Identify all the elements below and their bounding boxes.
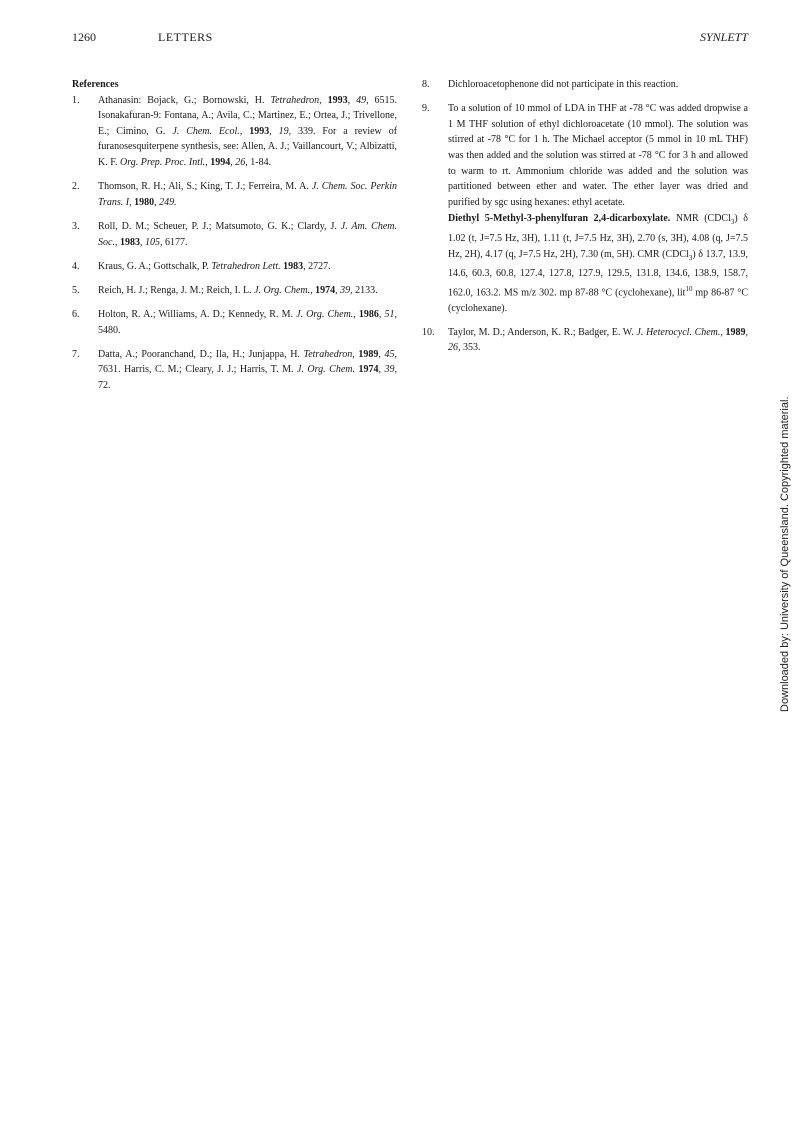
reference-item [72, 283, 397, 299]
text-run: mp 86-87 °C (cyclohexane). [448, 287, 748, 314]
entry-number: 4. [72, 260, 80, 272]
entry-number: 2. [72, 181, 80, 193]
entry-text [98, 93, 397, 171]
entry-number: 6. [72, 309, 80, 321]
journal-name: SYNLETT [699, 30, 748, 44]
text-run: J. Org. Chem. [296, 309, 354, 321]
reference-item [72, 259, 397, 275]
entry-number: 5. [72, 284, 80, 296]
text-run: Datta, A.; Pooranchand, D.; Ila, H.; Junjappa, H. [98, 348, 304, 360]
page-header [72, 30, 748, 46]
text-run: J. Org. Chem. [254, 284, 311, 296]
text-run: 1994 [210, 156, 231, 168]
text-run: , [335, 284, 341, 296]
text-run: , [347, 94, 357, 106]
entry-number: 1. [72, 94, 80, 106]
text-run: J. Org. Chem. [296, 364, 355, 376]
text-run: Dichloroacetophenone did not participate in this reaction. [448, 79, 679, 90]
text-run: Tetrahedron, [303, 348, 355, 360]
reference-item [72, 307, 397, 338]
text-run: 5480. [98, 324, 121, 336]
text-run: 72. [98, 380, 111, 392]
reference-item [72, 219, 397, 250]
text-run: NMR (CDCl [670, 213, 731, 225]
text-run: 3 [730, 218, 735, 227]
text-run: , [154, 196, 160, 208]
entry-text [98, 283, 397, 299]
text-run: 2133. [352, 284, 378, 296]
text-run: , [114, 236, 120, 248]
text-run: , [378, 364, 385, 376]
text-run: 3 [688, 253, 693, 262]
text-run: J. Chem. Soc. Perkin Trans. I, [98, 181, 398, 208]
text-run: 26, [235, 156, 248, 168]
text-run: , [230, 156, 236, 168]
note-item [422, 77, 748, 93]
text-run: 51, [384, 309, 398, 321]
text-run: 1974 [358, 364, 379, 376]
entry-text [448, 325, 748, 356]
text-run: Holton, R. A.; Williams, A. D.; Kennedy, R. M. [98, 309, 297, 321]
text-run: 6515. Isonakafuran-9: Fontana, A.; Avila, C.; Martinez, E.; Ortea, J.; Trivellone, E.; Cimino, G. [98, 94, 398, 137]
entry-text [448, 77, 748, 93]
text-run: , [205, 156, 211, 168]
text-run: , [239, 125, 250, 137]
entry-text [448, 101, 748, 210]
text-run: 1983 [119, 236, 140, 248]
text-run: 49, [356, 94, 369, 106]
text-run: Org. Prep. Proc. Intl. [119, 156, 206, 168]
text-run: Taylor, M. D.; Anderson, K. R.; Badger, E. W. [448, 326, 637, 338]
text-run: 19, [278, 125, 292, 137]
text-run: 105, [144, 236, 163, 248]
text-run: 1989 [725, 326, 746, 338]
note-item [422, 325, 748, 356]
text-run: 1989 [358, 348, 379, 360]
text-run: , [310, 284, 316, 296]
text-run: Athanasin: Bojack, G.; Bornowski, H. [98, 94, 271, 106]
text-run: ) δ 1.02 (t, J=7.5 Hz, 3H), 1.11 (t, J=7.5 Hz, 3H), 2.70 (s, 3H), 4.08 (q, J=7.5 Hz, 2H), 4.17 (q, J=7.5 Hz, 2H), 7.30 (m, 5H). CMR (CDCl [448, 213, 749, 260]
reference-item [72, 93, 397, 171]
text-run: To a solution of 10 mmol of LDA in THF at -78 °C was added dropwise a 1 M THF solution of ethyl dichloroacetate (10 mmol). The solution was stirred at -78 °C for 1 h. The Michael acceptor (5 mmol in 10 mL THF) was then added and the solution was stirred at -78 °C for 3 h and allowed to warm to rt. Ammonium chloride was added and the solution was partitioned between ether and water. The ether layer was dried and purified by sgc using hexanes: ethyl acetate. [448, 103, 748, 208]
entry-number: 3. [72, 220, 80, 232]
text-run: , [269, 125, 279, 137]
entry-text [98, 219, 397, 250]
entry-text [98, 259, 397, 275]
text-run: 1983 [283, 260, 304, 272]
references-heading: References [72, 79, 119, 90]
entry-text [98, 347, 397, 394]
text-run: 353. [460, 342, 481, 354]
text-run: 1980 [134, 196, 155, 208]
text-run: 1-84. [247, 156, 272, 168]
entry-text [98, 307, 397, 338]
text-run: 39, [340, 284, 353, 296]
entry-number: 10. [422, 326, 435, 338]
reference-item [72, 179, 397, 210]
text-run: , [139, 236, 145, 248]
text-run: , [745, 326, 749, 338]
text-run: J. Chem. Ecol. [172, 125, 240, 137]
text-run: 1993 [327, 94, 348, 106]
entry-number: 7. [72, 348, 80, 360]
text-run: Kraus, G. A.; Gottschalk, P. [98, 260, 212, 272]
text-run: ) δ 13.7, 13.9, 14.6, 60.3, 60.8, 127.4, 127.8, 127.9, 129.5, 131.8, 134.6, 138.9, 158.7, 162.0, 163.2. MS m/z 302. mp 87-88 °C (cyclohexane), lit [448, 248, 748, 299]
text-run: , [378, 309, 385, 321]
page-number: 1260 [72, 30, 96, 44]
references-column [72, 77, 397, 402]
text-run: 1993 [249, 125, 270, 137]
notes-list [422, 77, 748, 356]
text-run: 45, [384, 348, 398, 360]
text-run: J. Heterocycl. Chem. [636, 326, 721, 338]
text-run: 39, [384, 364, 398, 376]
text-run: Roll, D. M.; Scheuer, P. J.; Matsumoto, G. K.; Clardy, J. [98, 220, 341, 232]
text-run: , [720, 326, 726, 338]
text-run: 6177. [162, 236, 188, 248]
text-run: 249. [159, 196, 177, 208]
entry-number: 8. [422, 79, 430, 90]
download-watermark: Downloaded by: University of Queensland. Copyrighted material. [779, 396, 791, 712]
text-run: Tetrahedron Lett. [211, 260, 281, 272]
text-run: 10 [685, 284, 693, 293]
note-item [422, 101, 748, 316]
text-run: Tetrahedron, [270, 94, 322, 106]
text-run: , 2727. [303, 260, 331, 272]
entry-text [98, 179, 397, 210]
text-run: Reich, H. J.; Renga, J. M.; Reich, I. L. [98, 284, 255, 296]
text-run: J. Am. Chem. Soc. [98, 220, 397, 248]
compound-name: Diethyl 5-Methyl-3-phenylfuran 2,4-dicarboxylate. [448, 213, 671, 225]
entry-number: 9. [422, 103, 430, 115]
text-run: 1974 [315, 284, 336, 296]
text-run: 26, [448, 342, 461, 354]
reference-item [72, 347, 397, 394]
text-run: 1986 [358, 309, 379, 321]
notes-column [422, 77, 748, 365]
text-run: 339. For a review of furanosesquiterpene synthesis, see: Allen, A. J.; Vaillancourt, V.; Albizatti, K. F. [98, 125, 398, 168]
references-list [72, 93, 397, 394]
text-run: , [378, 348, 385, 360]
compound-data [448, 211, 748, 316]
section-title: LETTERS [158, 30, 213, 44]
text-run: , [353, 309, 359, 321]
text-run: Thomson, R. H.; Ali, S.; King, T. J.; Ferreira, M. A. [98, 181, 312, 193]
text-run: 7631. Harris, C. M.; Cleary, J. J.; Harris, T. M. [98, 364, 297, 376]
